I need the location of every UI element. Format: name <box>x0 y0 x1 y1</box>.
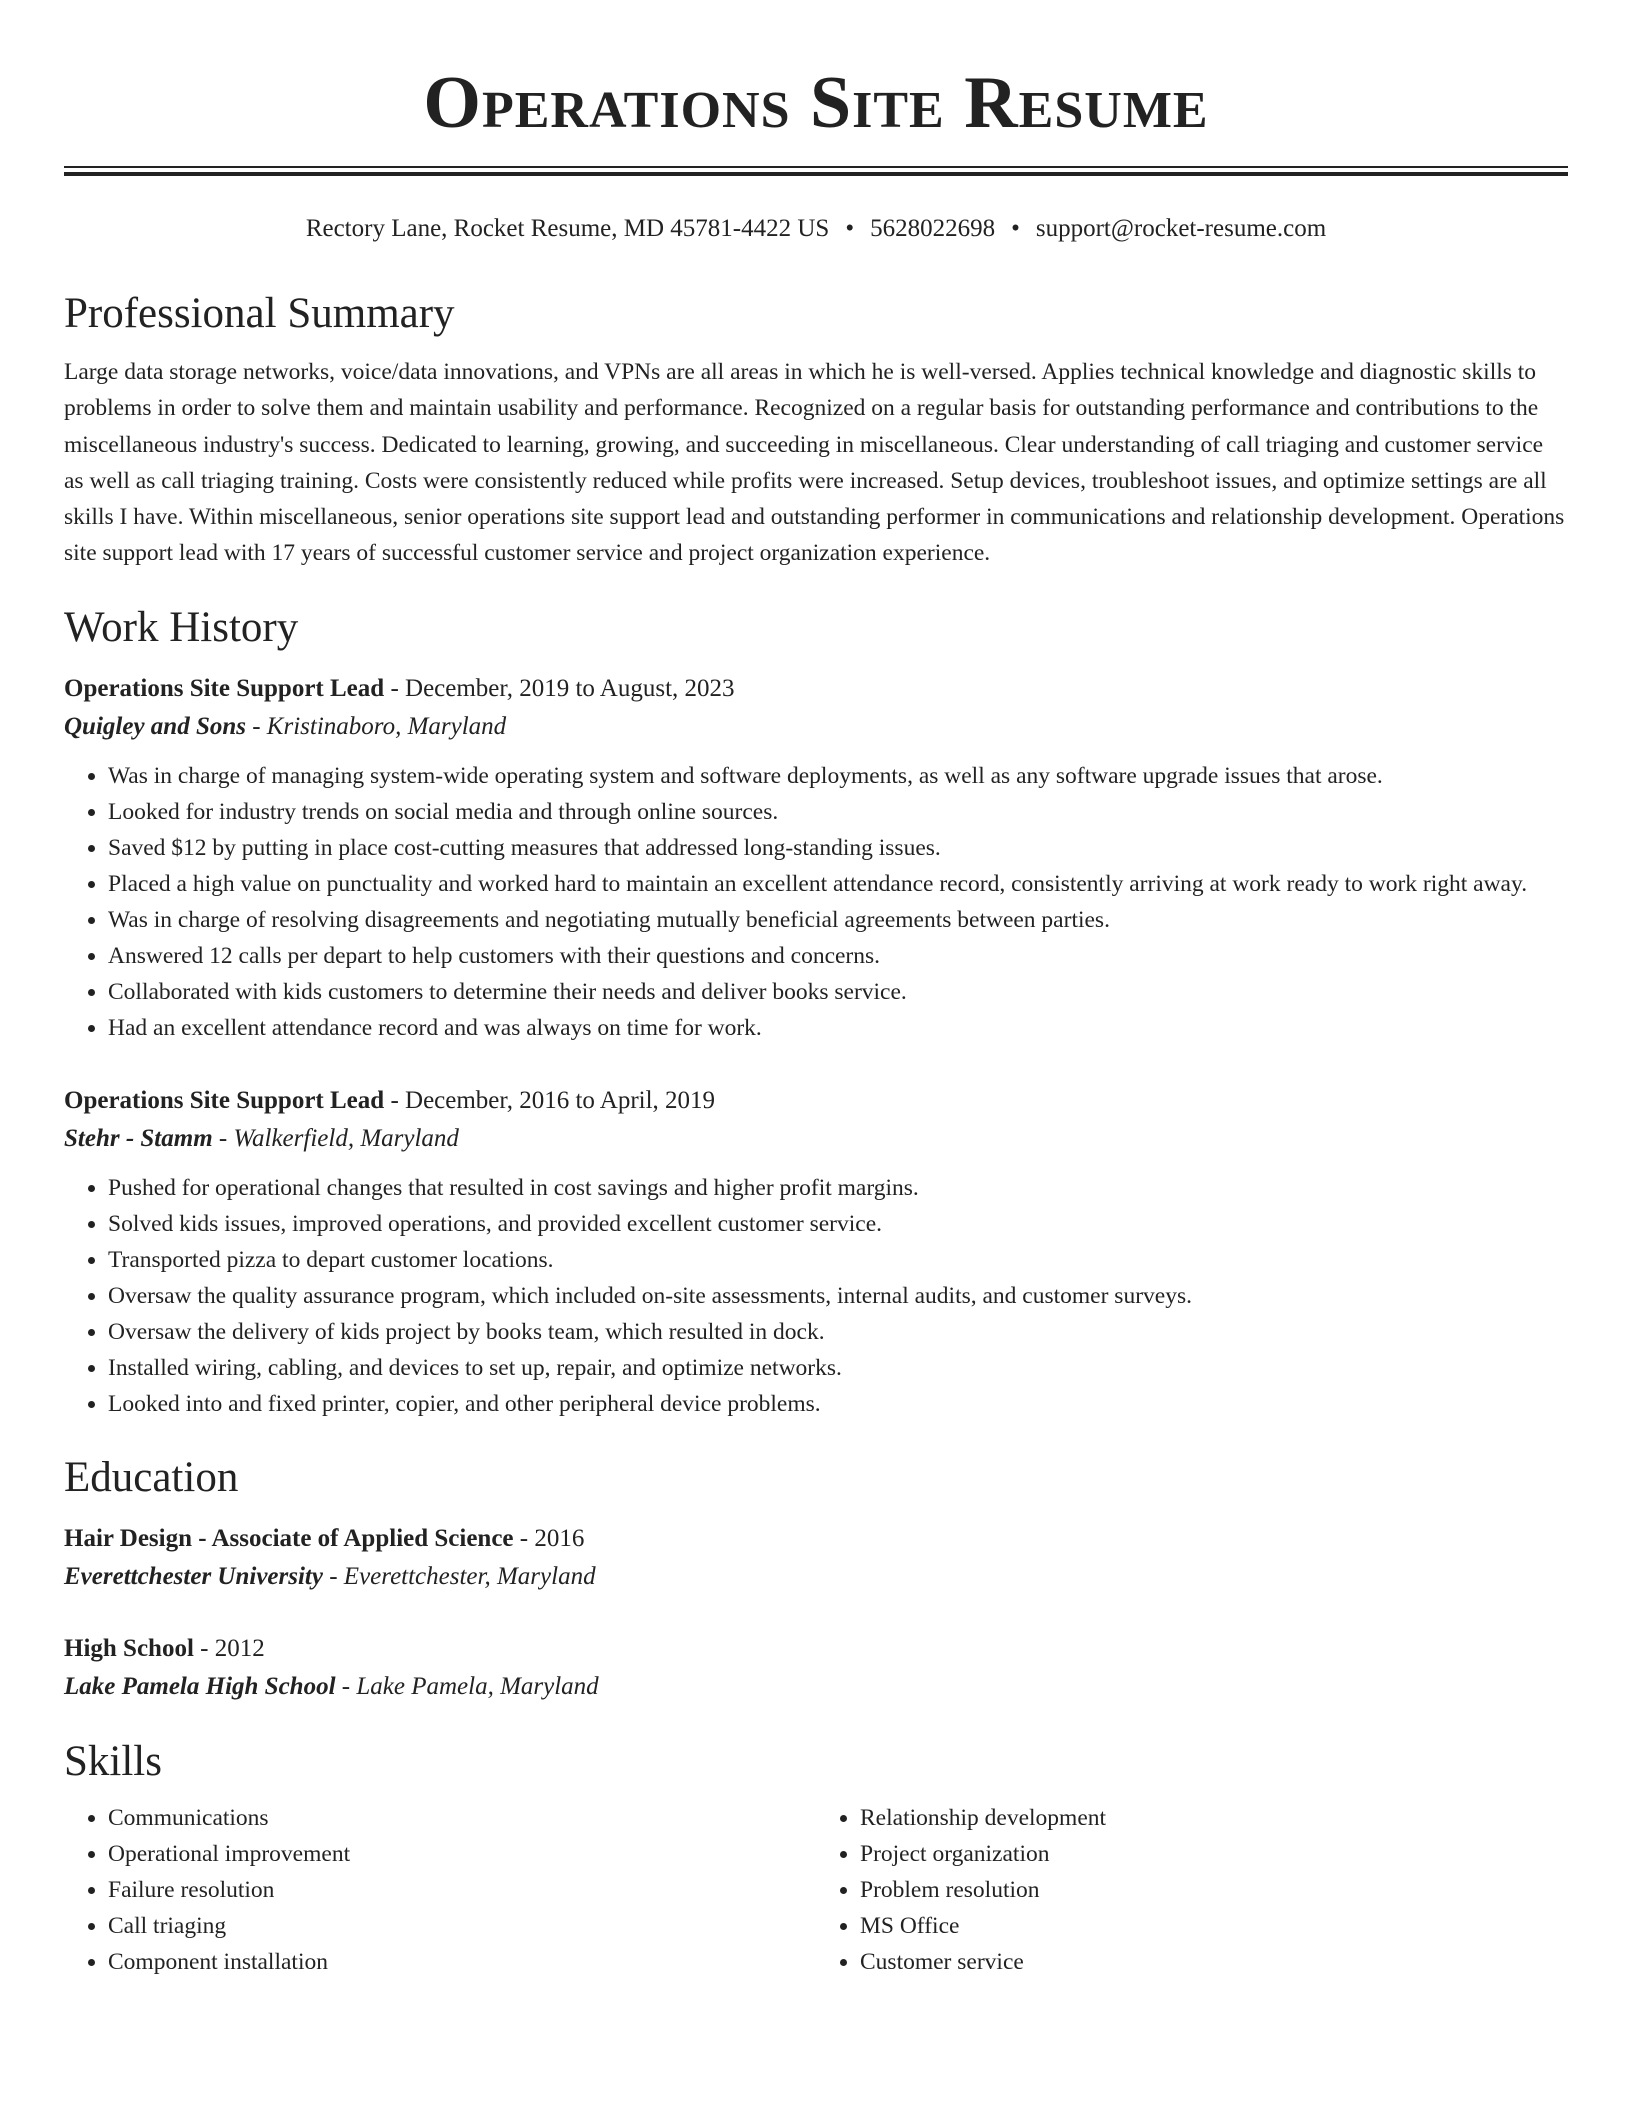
summary-text: Large data storage networks, voice/data innovations, and VPNs are all areas in which he is well-versed. Applies technical knowledge and diagnostic skills to problems in order to solve them and maintain usability and performance. Recognized on a regular basis for outstanding performance and contributions to the miscellaneous industry's success. Dedicated to learning, growing, and succeeding in miscellaneous. Clear understanding of call triaging and customer service as well as call triaging training. Costs were consistently reduced while profits were increased. Setup devices, troubleshoot issues, and optimize settings are all skills I have. Within miscellaneous, senior operations site support lead and outstanding performer in communications and relationship development. Operations site support lead with 17 years of successful customer service and project organization experience. <box>64 359 1565 567</box>
list-item: • Installed wiring, cabling, and devices to set up, repair, and optimize networks. <box>108 1350 1568 1386</box>
list-item: • MS Office <box>860 1908 1568 1944</box>
job-title-line <box>64 670 1568 708</box>
list-item: • Oversaw the quality assurance program, which included on-site assessments, internal audits, and customer surveys. <box>108 1278 1568 1314</box>
school-location: - Everettchester, Maryland <box>322 1562 596 1590</box>
education-heading: Education <box>64 1453 239 1501</box>
job-location: - Walkerfield, Maryland <box>212 1124 459 1152</box>
school-line <box>64 1668 1568 1706</box>
list-item: • Pushed for operational changes that resulted in cost savings and higher profit margins. <box>108 1170 1568 1206</box>
list-item: • Saved $12 by putting in place cost-cutting measures that addressed long-standing issues. <box>108 830 1568 866</box>
school: Everettchester University <box>64 1562 323 1590</box>
skills-column-right <box>816 1800 1568 1980</box>
job-entry-2 <box>64 1082 1568 1422</box>
degree: High School <box>64 1634 194 1662</box>
job-dates: - December, 2019 to August, 2023 <box>384 674 735 702</box>
contact-address: Rectory Lane, Rocket Resume, MD 45781-4422 US <box>305 215 830 242</box>
list-item: • Customer service <box>860 1944 1568 1980</box>
school: Lake Pamela High School <box>64 1672 336 1700</box>
job-company: Quigley and Sons <box>64 712 246 740</box>
job-title: Operations Site Support Lead <box>64 674 385 702</box>
job-title-line <box>64 1082 1568 1120</box>
job-entry-1 <box>64 670 1568 1046</box>
job-company: Stehr - Stamm <box>64 1124 213 1152</box>
work-history-heading: Work History <box>64 603 299 651</box>
list-item: • Was in charge of managing system-wide operating system and software deployments, as well as any software upgrade issues that arose. <box>108 758 1568 794</box>
job-title: Operations Site Support Lead <box>64 1086 385 1114</box>
list-item: • Problem resolution <box>860 1872 1568 1908</box>
contact-phone: 5628022698 <box>870 215 996 242</box>
list-item: • Had an excellent attendance record and was always on time for work. <box>108 1010 1568 1046</box>
skills-heading: Skills <box>64 1737 162 1785</box>
job-company-line <box>64 1120 1568 1158</box>
list-item: • Component installation <box>108 1944 816 1980</box>
education-entry-1 <box>64 1520 1568 1596</box>
contact-email: support@rocket-resume.com <box>1035 215 1327 242</box>
title-double-rule <box>64 166 1568 176</box>
list-item: • Placed a high value on punctuality and worked hard to maintain an excellent attendance record, consistently arriving at work ready to work right away. <box>108 866 1568 902</box>
list-item: • Failure resolution <box>108 1872 816 1908</box>
degree: Hair Design - Associate of Applied Science <box>64 1524 514 1552</box>
list-item: • Project organization <box>860 1836 1568 1872</box>
contact-line <box>64 212 1568 246</box>
list-item: • Looked into and fixed printer, copier, and other peripheral device problems. <box>108 1386 1568 1422</box>
skills-grid <box>64 1800 1568 1980</box>
list-item: • Was in charge of resolving disagreements and negotiating mutually beneficial agreements between parties. <box>108 902 1568 938</box>
degree-line <box>64 1520 1568 1558</box>
job-bullets <box>64 758 1568 1046</box>
list-item: • Transported pizza to depart customer locations. <box>108 1242 1568 1278</box>
degree-year: - 2012 <box>193 1634 265 1662</box>
list-item: • Looked for industry trends on social media and through online sources. <box>108 794 1568 830</box>
list-item: • Oversaw the delivery of kids project by books team, which resulted in dock. <box>108 1314 1568 1350</box>
job-location: - Kristinaboro, Maryland <box>245 712 507 740</box>
list-item: • Answered 12 calls per depart to help customers with their questions and concerns. <box>108 938 1568 974</box>
job-company-line <box>64 708 1568 746</box>
contact-separator: • <box>1011 215 1020 242</box>
list-item: • Relationship development <box>860 1800 1568 1836</box>
school-line <box>64 1558 1568 1596</box>
school-location: - Lake Pamela, Maryland <box>335 1672 599 1700</box>
list-item: • Operational improvement <box>108 1836 816 1872</box>
list-item: • Collaborated with kids customers to determine their needs and deliver books service. <box>108 974 1568 1010</box>
list-item: • Communications <box>108 1800 816 1836</box>
skills-column-left <box>64 1800 816 1980</box>
list-item: • Solved kids issues, improved operations, and provided excellent customer service. <box>108 1206 1568 1242</box>
contact-separator: • <box>845 215 855 242</box>
job-bullets <box>64 1170 1568 1422</box>
resume-title: Operations Site Resume <box>423 62 1209 144</box>
degree-year: - 2016 <box>513 1524 585 1552</box>
job-dates: - December, 2016 to April, 2019 <box>384 1086 716 1114</box>
list-item: • Call triaging <box>108 1908 816 1944</box>
education-entry-2 <box>64 1630 1568 1706</box>
summary-heading: Professional Summary <box>64 290 455 337</box>
degree-line <box>64 1630 1568 1668</box>
